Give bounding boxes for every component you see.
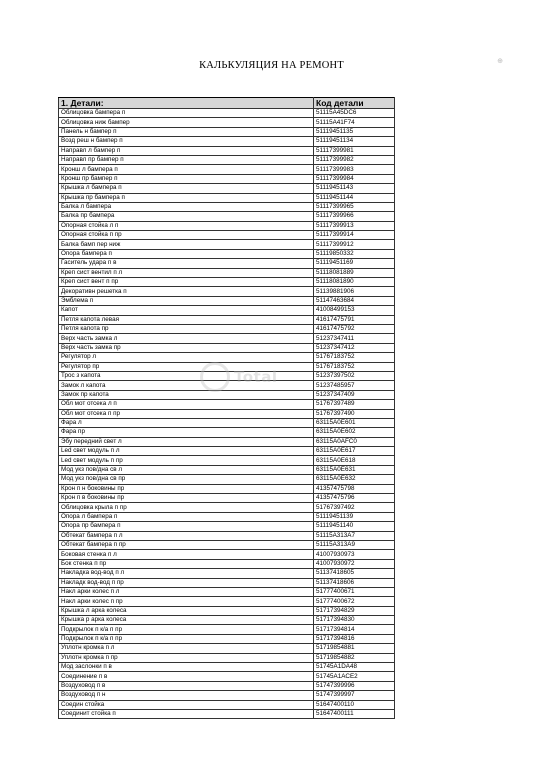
table-row — [59, 531, 395, 540]
part-code-cell: 51767397490 — [314, 409, 395, 418]
table-row — [59, 362, 395, 371]
table-row — [59, 606, 395, 615]
part-name-cell: Мод укз пов/дна св л — [59, 465, 314, 474]
part-name-cell: Бок стенка п пр — [59, 559, 314, 568]
part-code-cell: 41008499153 — [314, 306, 395, 315]
part-code-cell: 51777400671 — [314, 587, 395, 596]
table-row — [59, 146, 395, 155]
table-row — [59, 522, 395, 531]
part-name-cell: Кронш пр бампер п — [59, 174, 314, 183]
part-name-cell: Регулятор л — [59, 353, 314, 362]
part-code-cell: 51147463684 — [314, 296, 395, 305]
table-row — [59, 343, 395, 352]
part-code-cell: 63115A0E632 — [314, 475, 395, 484]
part-code-cell: 51237347409 — [314, 390, 395, 399]
part-code-cell: 51647400110 — [314, 700, 395, 709]
part-name-cell: Балка пр бампера — [59, 212, 314, 221]
part-name-cell: Крон п в боковины пр — [59, 494, 314, 503]
part-name-cell: Замок пр капота — [59, 390, 314, 399]
table-row — [59, 174, 395, 183]
part-name-cell: Направл пр бампер п — [59, 155, 314, 164]
part-name-cell: Накл арки колес п пр — [59, 597, 314, 606]
part-name-cell: Накладк вод-вод п пр — [59, 578, 314, 587]
part-code-cell: 51115A41F74 — [314, 118, 395, 127]
table-row — [59, 700, 395, 709]
part-name-cell: Эбу передний свет л — [59, 437, 314, 446]
table-row — [59, 484, 395, 493]
table-row — [59, 512, 395, 521]
part-name-cell: Регулятор пр — [59, 362, 314, 371]
table-row — [59, 353, 395, 362]
table-row — [59, 418, 395, 427]
part-code-cell: 51119451143 — [314, 184, 395, 193]
table-row — [59, 456, 395, 465]
part-code-cell: 41007930972 — [314, 559, 395, 568]
part-code-cell: 51119451140 — [314, 522, 395, 531]
part-name-cell: Обл мот отсека л п — [59, 400, 314, 409]
part-code-cell: 51119850332 — [314, 249, 395, 258]
part-name-cell: Балка л бампера — [59, 202, 314, 211]
header-part-code: Код детали — [314, 98, 395, 109]
table-row — [59, 550, 395, 559]
part-name-cell: Уплотн кромка п л — [59, 644, 314, 653]
part-code-cell: 63115A0E617 — [314, 447, 395, 456]
part-name-cell: Облицовка бампера п — [59, 109, 314, 118]
part-code-cell: 51237397502 — [314, 371, 395, 380]
table-row — [59, 287, 395, 296]
table-row — [59, 465, 395, 474]
table-row — [59, 672, 395, 681]
table-row — [59, 447, 395, 456]
table-row — [59, 681, 395, 690]
part-name-cell: Гаситель удара п в — [59, 259, 314, 268]
part-code-cell: 41007930973 — [314, 550, 395, 559]
table-row — [59, 475, 395, 484]
part-code-cell: 51115A313A9 — [314, 540, 395, 549]
table-row — [59, 324, 395, 333]
part-name-cell: Уплотн кромка п пр — [59, 653, 314, 662]
table-row — [59, 437, 395, 446]
part-name-cell: Балка бамп пер ниж — [59, 240, 314, 249]
part-name-cell: Соедин стойка — [59, 700, 314, 709]
table-row — [59, 616, 395, 625]
part-code-cell: 51117399912 — [314, 240, 395, 249]
part-name-cell: Фара л — [59, 418, 314, 427]
part-code-cell: 41357475796 — [314, 494, 395, 503]
part-name-cell: Крышка пр бампера п — [59, 193, 314, 202]
part-name-cell: Обтекат бампера п пр — [59, 540, 314, 549]
part-code-cell: 51745A1DA48 — [314, 663, 395, 672]
part-code-cell: 51117399966 — [314, 212, 395, 221]
table-row — [59, 315, 395, 324]
part-name-cell: Панель н бампер п — [59, 127, 314, 136]
part-name-cell: Облицовка ниж бампер — [59, 118, 314, 127]
part-name-cell: Опора бампера п — [59, 249, 314, 258]
table-row — [59, 494, 395, 503]
part-name-cell: Led свет модуль п пр — [59, 456, 314, 465]
part-name-cell: Обтекат бампера п л — [59, 531, 314, 540]
corner-mark: ⊕ — [497, 58, 503, 65]
table-row — [59, 710, 395, 719]
part-code-cell: 51139881906 — [314, 287, 395, 296]
table-row — [59, 653, 395, 662]
page-title: КАЛЬКУЛЯЦИЯ НА РЕМОНТ — [199, 60, 344, 71]
part-code-cell: 51115A45DC6 — [314, 109, 395, 118]
table-row — [59, 165, 395, 174]
part-code-cell: 51237347412 — [314, 343, 395, 352]
part-code-cell: 41617475791 — [314, 315, 395, 324]
part-code-cell: 51717394816 — [314, 634, 395, 643]
table-row — [59, 390, 395, 399]
part-code-cell: 51119451144 — [314, 193, 395, 202]
table-row — [59, 137, 395, 146]
part-code-cell: 63115A0E601 — [314, 418, 395, 427]
part-code-cell: 51117399913 — [314, 221, 395, 230]
part-code-cell: 51647400111 — [314, 710, 395, 719]
part-code-cell: 63115A0AFC0 — [314, 437, 395, 446]
table-row — [59, 644, 395, 653]
part-code-cell: 51117399982 — [314, 155, 395, 164]
table-row — [59, 381, 395, 390]
part-code-cell: 51115A313A7 — [314, 531, 395, 540]
table-row — [59, 409, 395, 418]
part-code-cell: 51747399997 — [314, 691, 395, 700]
part-code-cell: 63115A0E602 — [314, 428, 395, 437]
watermark-text: Total — [234, 368, 278, 386]
part-code-cell: 51117399984 — [314, 174, 395, 183]
part-code-cell: 41617475792 — [314, 324, 395, 333]
part-code-cell: 51119451169 — [314, 259, 395, 268]
part-name-cell: Воздуховод п н — [59, 691, 314, 700]
part-code-cell: 51717394830 — [314, 616, 395, 625]
part-code-cell: 51767183752 — [314, 362, 395, 371]
table-row — [59, 578, 395, 587]
table-row — [59, 663, 395, 672]
table-row — [59, 587, 395, 596]
part-name-cell: Подкрылок п к/а п пр — [59, 634, 314, 643]
table-row — [59, 400, 395, 409]
part-name-cell: Боковая стенка п л — [59, 550, 314, 559]
part-name-cell: Креп сист вент п пр — [59, 278, 314, 287]
table-row — [59, 155, 395, 164]
part-name-cell: Возд реш н бампер п — [59, 137, 314, 146]
table-row — [59, 334, 395, 343]
part-code-cell: 51745A1ACE2 — [314, 672, 395, 681]
part-code-cell: 51117399914 — [314, 231, 395, 240]
part-name-cell: Накл арки колес п л — [59, 587, 314, 596]
part-name-cell: Опора л бампера п — [59, 512, 314, 521]
part-code-cell: 51767397489 — [314, 400, 395, 409]
table-row — [59, 109, 395, 118]
table-row — [59, 268, 395, 277]
part-name-cell: Капот — [59, 306, 314, 315]
part-code-cell: 51767397492 — [314, 503, 395, 512]
part-name-cell: Мод заслонки п в — [59, 663, 314, 672]
part-code-cell: 51118081890 — [314, 278, 395, 287]
table-row — [59, 296, 395, 305]
part-name-cell: Опора пр бампера п — [59, 522, 314, 531]
table-row — [59, 127, 395, 136]
part-name-cell: Петля капота левая — [59, 315, 314, 324]
header-parts: 1. Детали: — [59, 98, 314, 109]
part-code-cell: 51767183752 — [314, 353, 395, 362]
part-code-cell: 51719854881 — [314, 644, 395, 653]
table-row — [59, 259, 395, 268]
part-name-cell: Декоративн решетка п — [59, 287, 314, 296]
table-row — [59, 278, 395, 287]
table-row — [59, 691, 395, 700]
part-name-cell: Воздуховод п в — [59, 681, 314, 690]
part-code-cell: 51119451139 — [314, 512, 395, 521]
part-code-cell: 51777400672 — [314, 597, 395, 606]
table-row — [59, 202, 395, 211]
part-code-cell: 51119451135 — [314, 127, 395, 136]
part-name-cell: Крышка л арка колеса — [59, 606, 314, 615]
table-row — [59, 249, 395, 258]
part-name-cell: Обл мот отсека п пр — [59, 409, 314, 418]
part-code-cell: 51137418606 — [314, 578, 395, 587]
part-name-cell: Облицовка крыла п пр — [59, 503, 314, 512]
table-row — [59, 212, 395, 221]
part-code-cell: 51237347411 — [314, 334, 395, 343]
table-row — [59, 569, 395, 578]
table-row — [59, 503, 395, 512]
part-code-cell: 51117399981 — [314, 146, 395, 155]
part-code-cell: 51119451134 — [314, 137, 395, 146]
part-code-cell: 51117399965 — [314, 202, 395, 211]
part-code-cell: 63115A0E618 — [314, 456, 395, 465]
table-row — [59, 306, 395, 315]
part-name-cell: Led свет модуль п л — [59, 447, 314, 456]
parts-table — [58, 97, 395, 719]
part-code-cell: 41357475798 — [314, 484, 395, 493]
table-row — [59, 371, 395, 380]
part-code-cell: 51118081889 — [314, 268, 395, 277]
table-row — [59, 193, 395, 202]
part-code-cell: 51237485957 — [314, 381, 395, 390]
part-name-cell: Мод укз пов/дна св пр — [59, 475, 314, 484]
part-code-cell: 51717394814 — [314, 625, 395, 634]
part-name-cell: Опорная стойка л п — [59, 221, 314, 230]
part-name-cell: Верх часть замка л — [59, 334, 314, 343]
part-name-cell: Крон п н боковины пр — [59, 484, 314, 493]
table-row — [59, 559, 395, 568]
table-row — [59, 240, 395, 249]
part-name-cell: Направл л бампер п — [59, 146, 314, 155]
table-row — [59, 634, 395, 643]
part-name-cell: Накладка вод-вод п л — [59, 569, 314, 578]
part-name-cell: Подкрылок п к/а п пр — [59, 625, 314, 634]
table-row — [59, 625, 395, 634]
part-name-cell: Трос з капота — [59, 371, 314, 380]
part-name-cell: Крышка р арка колеса — [59, 616, 314, 625]
part-code-cell: 51717394829 — [314, 606, 395, 615]
part-name-cell: Креп сист вентил п л — [59, 268, 314, 277]
part-code-cell: 51137418605 — [314, 569, 395, 578]
parts-table-body — [59, 109, 395, 719]
part-name-cell: Соединение п в — [59, 672, 314, 681]
part-name-cell: Соединит стойка п — [59, 710, 314, 719]
part-name-cell: Эмблема п — [59, 296, 314, 305]
table-row — [59, 428, 395, 437]
table-row — [59, 221, 395, 230]
part-code-cell: 51719854882 — [314, 653, 395, 662]
part-code-cell: 51117399983 — [314, 165, 395, 174]
part-name-cell: Замок л капота — [59, 381, 314, 390]
table-row — [59, 184, 395, 193]
part-name-cell: Опорная стойка п пр — [59, 231, 314, 240]
part-name-cell: Крышка л бампера п — [59, 184, 314, 193]
table-header-row — [59, 98, 395, 109]
table-row — [59, 231, 395, 240]
table-row — [59, 597, 395, 606]
part-name-cell: Петля капота пр — [59, 324, 314, 333]
part-name-cell: Фара пр — [59, 428, 314, 437]
part-name-cell: Верх часть замка пр — [59, 343, 314, 352]
part-name-cell: Кронш л бампера п — [59, 165, 314, 174]
table-row — [59, 540, 395, 549]
part-code-cell: 51747399996 — [314, 681, 395, 690]
part-code-cell: 63115A0E631 — [314, 465, 395, 474]
table-row — [59, 118, 395, 127]
